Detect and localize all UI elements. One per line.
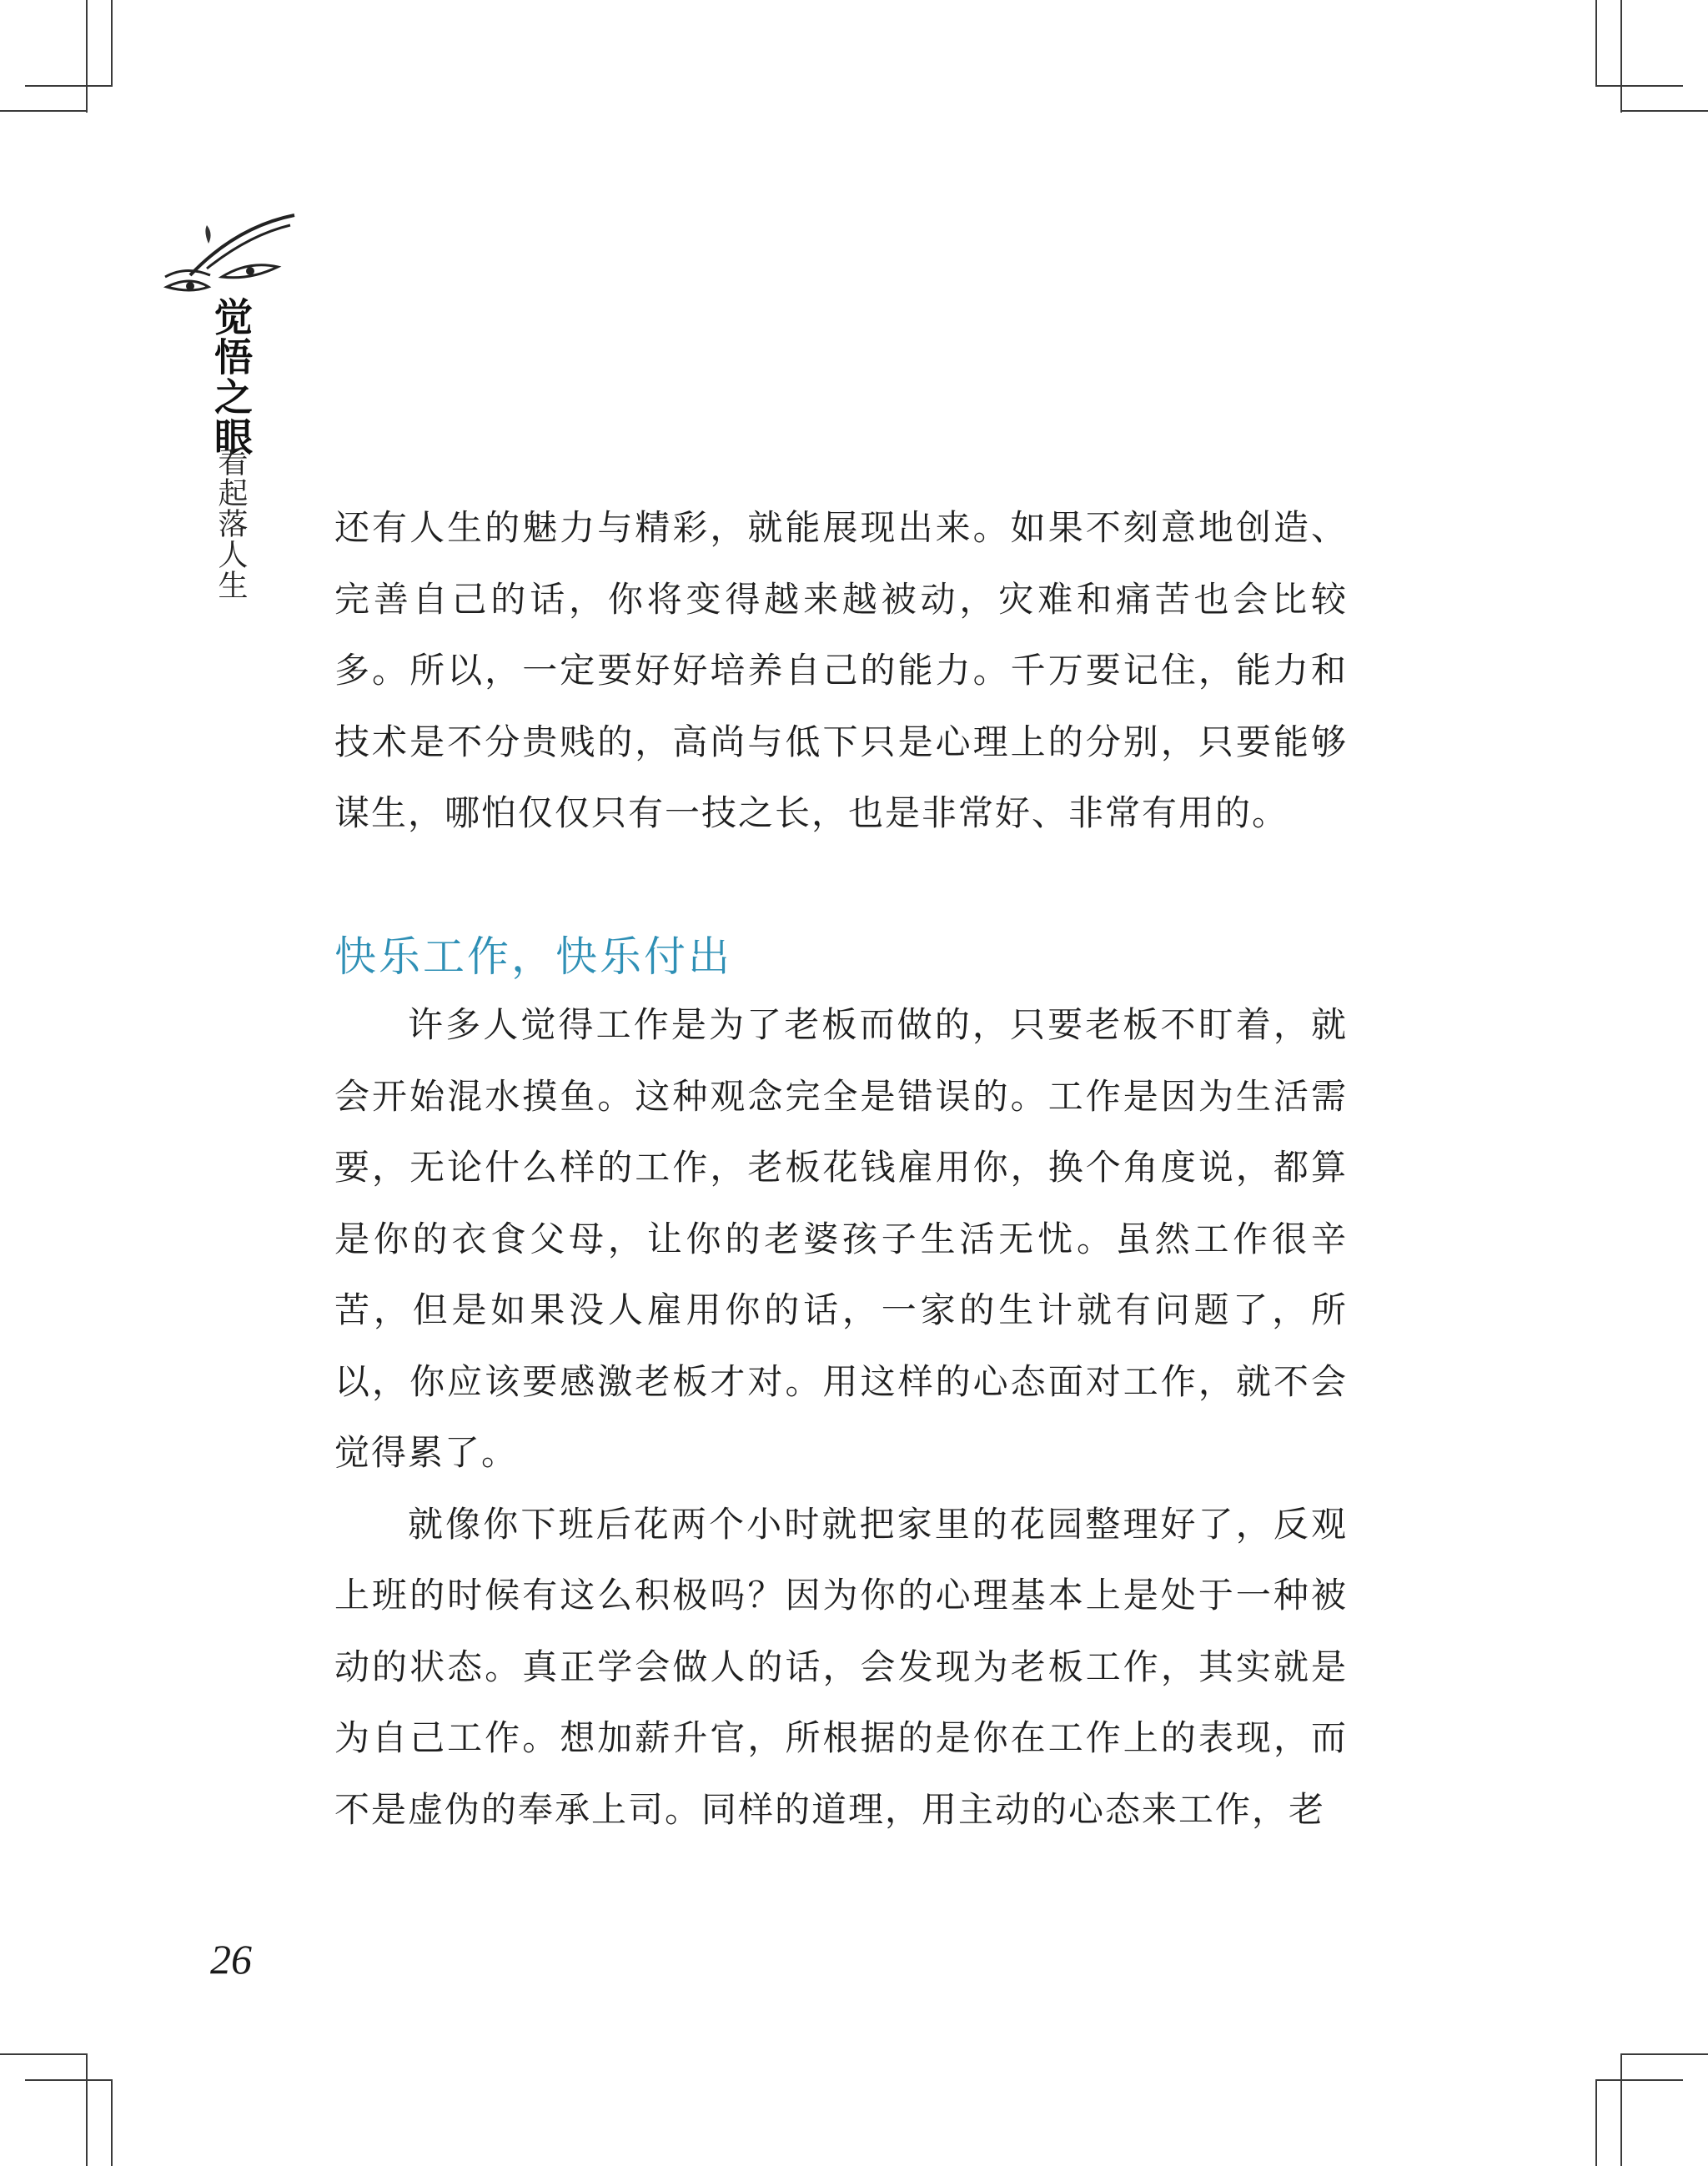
page-number: 26 <box>210 1936 252 1983</box>
paragraph-2: 就像你下班后花两个小时就把家里的花园整理好了，反观上班的时候有这么积极吗？因为你的心理基本上是处于一种被动的状态。真正学会做人的话，会发现为老板工作，其实就是为自己工作。想加薪升官，所根据的是你在工作上的表现，而不是虚伪的奉承上司。同样的道理，用主动的心态来工作，老 <box>334 1503 1348 1830</box>
section-body <box>334 989 1348 1845</box>
buddha-eyes-icon <box>157 210 299 302</box>
crop-mark-tl-h <box>25 85 113 87</box>
paragraph-1: 许多人觉得工作是为了老板而做的，只要老板不盯着，就会开始混水摸鱼。这种观念完全是错误的。工作是因为生活需要，无论什么样的工作，老板花钱雇用你，换个角度说，都算是你的衣食父母，让你的老婆孩子生活无忧。虽然工作很辛苦，但是如果没人雇用你的话，一家的生计就有问题了，所以，你应该要感激老板才对。用这样的心态面对工作，就不会觉得累了。 <box>334 1004 1348 1473</box>
crop-mark-tl-h2 <box>0 110 88 112</box>
crop-mark-br-h2 <box>1620 2053 1708 2055</box>
paragraph-continued: 还有人生的魅力与精彩，就能展现出来。如果不刻意地创造、完善自己的话，你将变得越来越被动，灾难和痛苦也会比较多。所以，一定要好好培养自己的能力。千万要记住，能力和技术是不分贵贱的，高尚与低下只是心理上的分别，只要能够谋生，哪怕仅仅只有一技之长，也是非常好、非常有用的。 <box>334 507 1348 833</box>
crop-mark-br-v <box>1595 2079 1597 2166</box>
book-title-main: 觉悟之眼 <box>208 297 254 457</box>
crop-mark-br-h <box>1595 2079 1683 2081</box>
crop-mark-tl-v2 <box>86 0 88 113</box>
crop-mark-tr-v <box>1595 0 1597 85</box>
crop-mark-tr-v2 <box>1620 0 1622 113</box>
crop-mark-bl-v <box>111 2079 113 2166</box>
crop-mark-bl-h2 <box>0 2053 88 2055</box>
crop-mark-br-v2 <box>1620 2053 1622 2166</box>
crop-mark-tr-h <box>1595 85 1683 87</box>
crop-mark-tl-v <box>111 0 113 85</box>
crop-mark-bl-h <box>25 2079 113 2081</box>
crop-mark-tr-h2 <box>1620 110 1708 112</box>
book-title-sub: 看起落人生 <box>214 446 248 601</box>
section-heading: 快乐工作，快乐付出 <box>334 932 732 981</box>
continued-paragraph-block <box>334 492 1348 849</box>
crop-mark-bl-v2 <box>86 2053 88 2166</box>
